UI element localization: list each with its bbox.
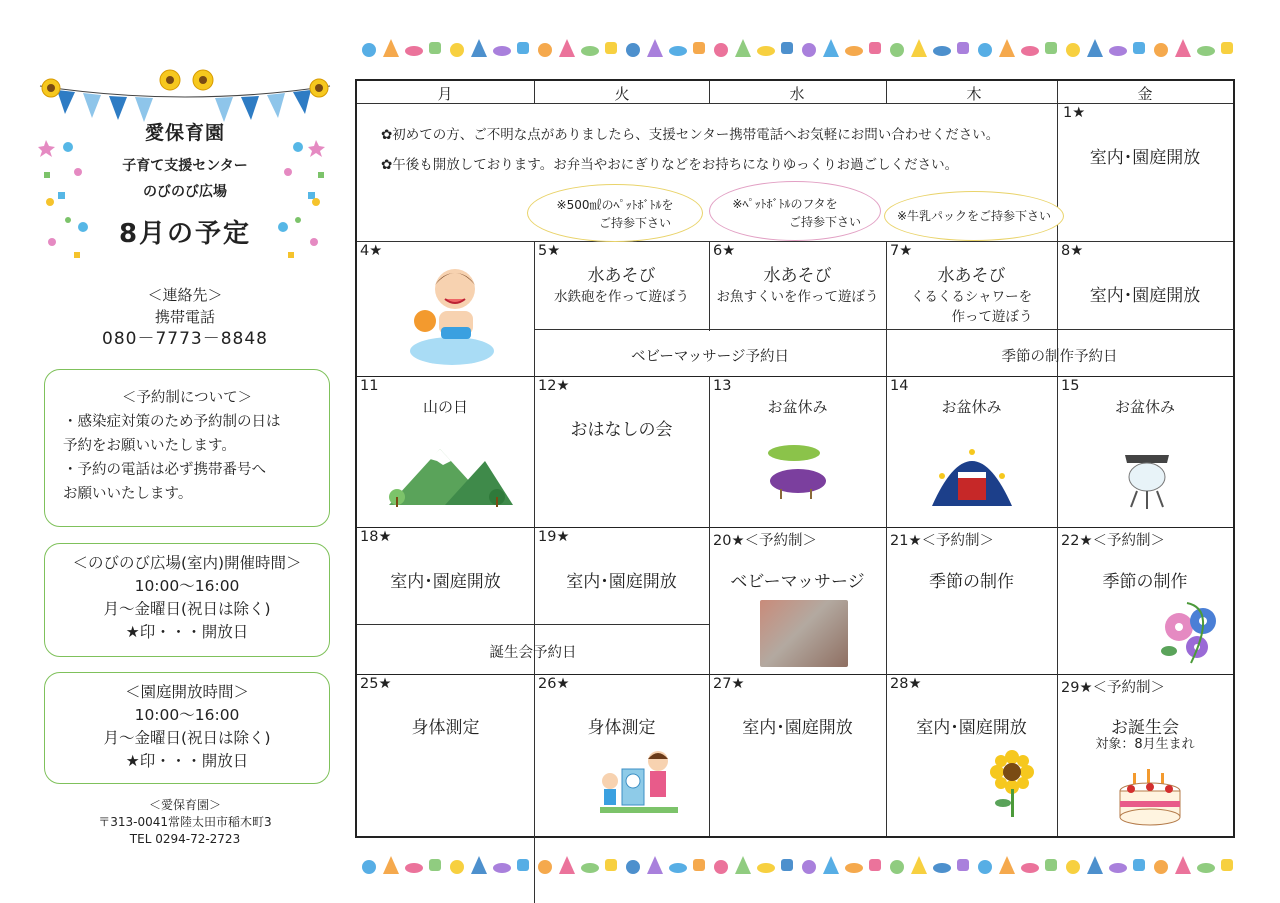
org-name: 愛保育園 xyxy=(144,122,225,144)
day-22-event: 季節の制作 xyxy=(1102,572,1188,592)
day-6-event: 水あそび xyxy=(763,266,832,286)
day-7-event: 水あそび xyxy=(937,266,1006,286)
day-28-event: 室内･園庭開放 xyxy=(916,718,1027,738)
day-7-number: 7★ xyxy=(890,243,913,259)
day-12-event: おはなしの会 xyxy=(570,420,673,440)
subtitle-support-center: 子育て支援センター xyxy=(122,158,248,174)
day-5-event: 水あそび xyxy=(587,266,656,286)
speech-bubble-2 xyxy=(709,181,881,241)
reservation-line: ・感染症対策のため予約制の日は xyxy=(63,414,281,430)
bubble-2-line-2: ご持参下さい xyxy=(788,215,861,229)
day-20-event: ベビーマッサージ xyxy=(730,572,865,592)
dow-thu: 木 xyxy=(966,85,982,103)
garden-hours-header: ＜園庭開放時間＞ xyxy=(124,683,249,701)
bubble-2-line-1: ※ﾍﾟｯﾄﾎﾞﾄﾙのフタを xyxy=(732,197,838,211)
calendar-grid xyxy=(355,79,1235,838)
day-19-event: 室内･園庭開放 xyxy=(566,572,677,592)
address-name: ＜愛保育園＞ xyxy=(148,798,221,812)
day-7-subtext-2: 作って遊ぼう xyxy=(951,309,1033,325)
plaza-hours-days: 月～金曜日(祝日は除く) xyxy=(103,600,271,618)
day-27-event: 室内･園庭開放 xyxy=(742,718,853,738)
speech-bubble-1 xyxy=(527,184,703,242)
birthday-cake-illustration xyxy=(1115,767,1185,829)
plaza-hours-header: ＜のびのび広場(室内)開催時間＞ xyxy=(72,554,302,572)
day-26-number: 26★ xyxy=(538,676,570,692)
day-6-number: 6★ xyxy=(713,243,736,259)
day-19-number: 19★ xyxy=(538,529,570,545)
baby-massage-photo xyxy=(760,600,848,667)
reservation-line: お願いいたします。 xyxy=(63,486,193,502)
address-tel: TEL 0294-72-2723 xyxy=(129,832,241,846)
day-8-number: 8★ xyxy=(1061,243,1084,259)
day-27-number: 27★ xyxy=(713,676,745,692)
day-6-subtext: お魚すくいを作って遊ぼう xyxy=(716,289,879,305)
reservation-line: 予約をお願いいたします。 xyxy=(63,438,236,454)
day-21-event: 季節の制作 xyxy=(929,572,1014,592)
bubble-1-line-1: ※500㎖のﾍﾟｯﾄﾎﾞﾄﾙを xyxy=(556,198,674,212)
reservation-header: ＜予約制について＞ xyxy=(121,390,253,406)
reservation-line: ・予約の電話は必ず携帯番号へ xyxy=(63,462,266,478)
dow-fri: 金 xyxy=(1137,85,1153,103)
seasonal-craft-reservation-band: 季節の制作予約日 xyxy=(1001,349,1118,365)
day-29-number: 29★＜予約制＞ xyxy=(1061,680,1165,696)
bottom-decorative-border xyxy=(355,850,1235,884)
day-11-event: 山の日 xyxy=(422,398,468,416)
day-29-event: お誕生会 xyxy=(1111,718,1179,738)
obon-vegetable-illustration xyxy=(762,441,832,501)
dow-wed: 水 xyxy=(789,85,805,103)
day-5-subtext: 水鉄砲を作って遊ぼう xyxy=(554,289,689,305)
subtitle-plaza: のびのび広場 xyxy=(143,184,227,200)
baby-massage-reservation-band: ベビーマッサージ予約日 xyxy=(630,349,790,365)
top-decorative-border xyxy=(355,33,1235,67)
bubble-1-line-2: ご持参下さい xyxy=(598,216,671,230)
day-11-number: 11 xyxy=(360,378,379,394)
day-21-number: 21★＜予約制＞ xyxy=(890,533,994,549)
day-18-number: 18★ xyxy=(360,529,392,545)
plaza-hours-star-legend: ★印・・・開放日 xyxy=(125,623,249,641)
notice-line-2: ✿午後も開放しております。お弁当やおにぎりなどをお持ちになりゆっくりお過ごしください。 xyxy=(381,157,959,173)
sunflower-illustration xyxy=(987,749,1037,819)
day-25-number: 25★ xyxy=(360,676,392,692)
garden-hours-box xyxy=(44,672,330,784)
reservation-info-box xyxy=(44,369,330,527)
day-4-number: 4★ xyxy=(360,243,383,259)
title-block xyxy=(40,118,330,250)
day-7-subtext-1: くるくるシャワーを xyxy=(910,289,1033,305)
day-14-number: 14 xyxy=(890,378,909,394)
notice-line-1: ✿初めての方、ご不明な点がありましたら、支援センター携帯電話へお気軽にお問い合わせください。 xyxy=(381,127,1000,143)
contact-phone: 080－7773－8848 xyxy=(102,329,268,349)
lantern-illustration xyxy=(1117,441,1177,511)
day-1-event: 室内･園庭開放 xyxy=(1089,148,1201,168)
day-14-event: お盆休み xyxy=(941,398,1002,416)
dow-tue: 火 xyxy=(614,85,630,103)
contact-header: ＜連絡先＞ xyxy=(147,286,223,304)
plaza-hours-box xyxy=(44,543,330,657)
address-line: 〒313-0041常陸太田市稲木町3 xyxy=(98,815,272,829)
garden-hours-time: 10:00～16:00 xyxy=(134,706,240,724)
day-22-number: 22★＜予約制＞ xyxy=(1061,533,1165,549)
contact-label: 携帯電話 xyxy=(154,308,215,326)
day-15-number: 15 xyxy=(1061,378,1080,394)
day-28-number: 28★ xyxy=(890,676,922,692)
day-13-event: お盆休み xyxy=(767,398,828,416)
plaza-hours-time: 10:00～16:00 xyxy=(134,577,240,595)
swimming-child-illustration xyxy=(397,259,497,369)
garden-hours-star-legend: ★印・・・開放日 xyxy=(125,752,249,770)
day-12-number: 12★ xyxy=(538,378,570,394)
speech-bubble-3 xyxy=(884,191,1064,241)
day-25-event: 身体測定 xyxy=(411,718,480,738)
day-1-number: 1★ xyxy=(1063,105,1086,121)
day-18-event: 室内･園庭開放 xyxy=(390,572,501,592)
day-20-number: 20★＜予約制＞ xyxy=(713,533,817,549)
day-29-subtext: 対象：8月生まれ xyxy=(1095,737,1195,752)
contact-block xyxy=(40,284,330,350)
month-title: 8月の予定 xyxy=(118,219,252,249)
day-26-event: 身体測定 xyxy=(587,718,656,738)
day-5-number: 5★ xyxy=(538,243,561,259)
day-8-event: 室内･園庭開放 xyxy=(1089,286,1201,306)
day-15-event: お盆休み xyxy=(1114,398,1175,416)
garden-hours-days: 月～金曜日(祝日は除く) xyxy=(103,729,271,747)
bon-dance-illustration xyxy=(930,436,1014,508)
address-block xyxy=(40,797,330,848)
day-13-number: 13 xyxy=(713,378,732,394)
birthday-reservation-band: 誕生会予約日 xyxy=(489,645,577,661)
morning-glory-illustration xyxy=(1157,599,1221,665)
bubble-3-text: ※牛乳パックをご持参下さい xyxy=(896,209,1052,223)
mountain-illustration xyxy=(385,441,515,513)
body-measurement-illustration xyxy=(600,747,680,817)
dow-mon: 月 xyxy=(437,85,453,103)
